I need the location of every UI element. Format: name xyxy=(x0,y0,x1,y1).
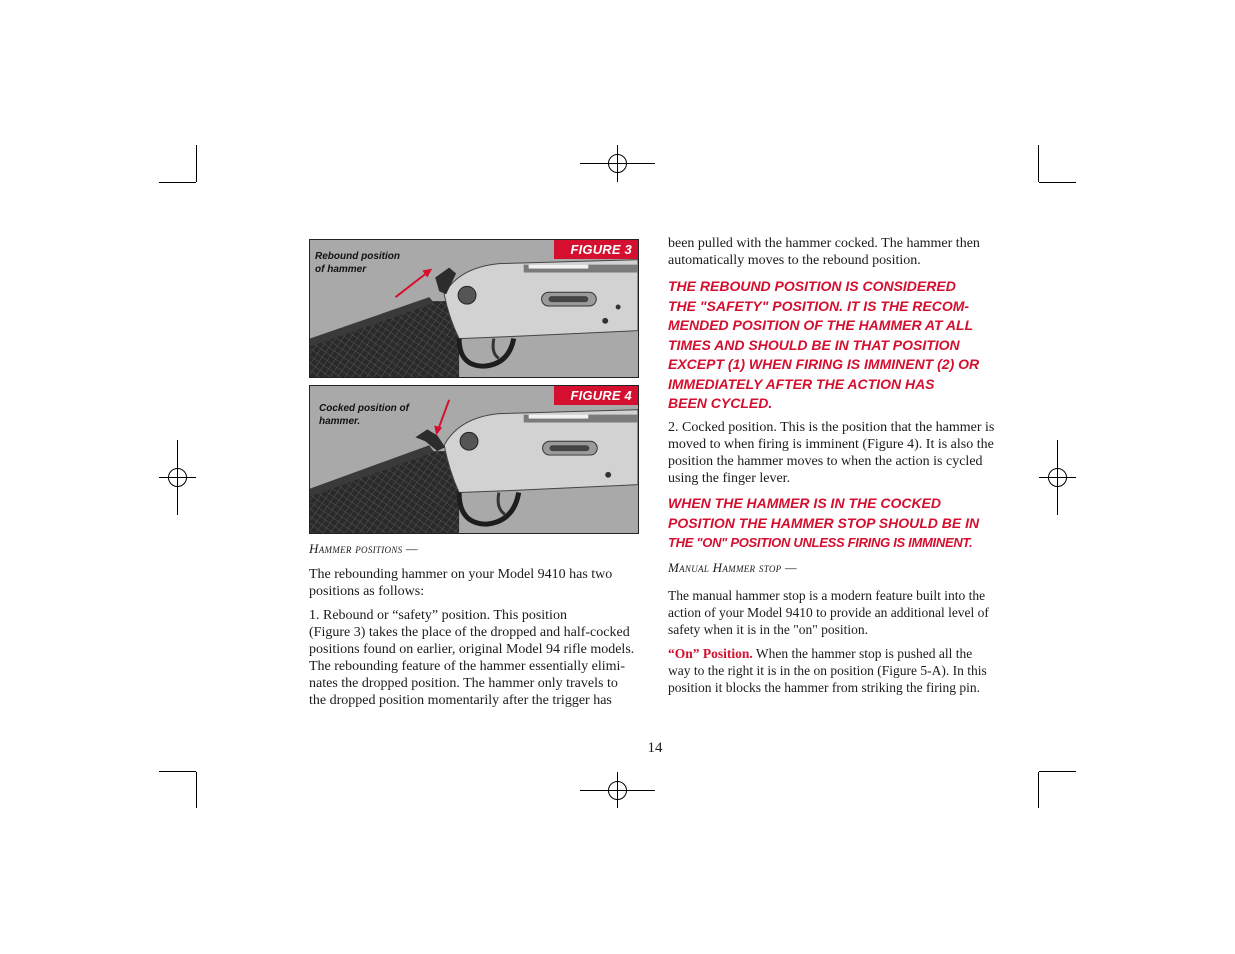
paragraph-line: positions found on earlier, original Model 94 rifle models. xyxy=(309,642,635,657)
figure-4-label: FIGURE 4 xyxy=(554,386,638,405)
figure-3-label: FIGURE 3 xyxy=(554,240,638,259)
intro-paragraph: The rebounding hammer on your Model 9410 has two positions as follows: xyxy=(309,567,613,599)
warning-line: THE REBOUND POSITION IS CONSIDERED xyxy=(668,278,956,294)
paragraph-line: The rebounding feature of the hammer essentially elimi- xyxy=(309,659,626,674)
warning-line: MENDED POSITION OF THE HAMMER AT ALL xyxy=(668,317,974,333)
figure-3-caption xyxy=(315,250,400,276)
hammer-positions-heading: Hammer positions — xyxy=(309,541,418,556)
figure-3-caption-line: of hammer xyxy=(315,264,367,275)
figure-3-caption-line: Rebound position xyxy=(315,251,400,262)
figure-4-caption-line: hammer. xyxy=(319,416,361,427)
manual-hammer-stop-heading: Manual Hammer stop — xyxy=(668,560,797,575)
cocked-position-paragraph: 2. Cocked position. This is the position that the hammer is moved to when firing is imminent (Figure 4). It is also the position the hammer moves to when the action is cycled using the finger lever. xyxy=(668,420,995,486)
rebound-position-paragraph xyxy=(309,607,649,709)
rebound-safety-warning xyxy=(668,277,1013,414)
cocked-hammer-warning xyxy=(668,494,1013,553)
on-position-paragraph xyxy=(668,645,998,696)
warning-line: THE "SAFETY" POSITION. IT IS THE RECOM- xyxy=(668,297,970,314)
warning-line: EXCEPT (1) WHEN FIRING IS IMMINENT (2) OR xyxy=(668,356,980,372)
on-position-label: “On” Position. xyxy=(668,646,753,661)
figure-4-caption xyxy=(319,402,409,428)
warning-line: THE "ON" POSITION UNLESS FIRING IS IMMINENT. xyxy=(668,535,973,550)
figure-3-photo xyxy=(309,239,639,378)
manual-hammer-stop-paragraph: The manual hammer stop is a modern feature built into the action of your Model 9410 to provide an additional level of safety when it is in the "on" position. xyxy=(668,588,989,637)
paragraph-line: the dropped position momentarily after the trigger has xyxy=(309,693,612,708)
warning-line: IMMEDIATELY AFTER THE ACTION HAS xyxy=(668,375,935,392)
paragraph-line: 1. Rebound or “safety” position. This position xyxy=(309,608,567,623)
page-number: 14 xyxy=(647,740,663,756)
figure-4-caption-line: Cocked position of xyxy=(319,403,409,414)
on-position-text: When the hammer stop is pushed all the way to the right it is in the on position (Figure 5-A). In this position it blocks the hammer from striking the firing pin. xyxy=(668,646,987,695)
figure-4-photo xyxy=(309,385,639,534)
paragraph-line: (Figure 3) takes the place of the dropped and half-cocked xyxy=(309,625,630,640)
paragraph-line: nates the dropped position. The hammer only travels to xyxy=(309,676,618,691)
continued-paragraph: been pulled with the hammer cocked. The hammer then automatically moves to the rebound position. xyxy=(668,236,980,268)
warning-line: POSITION THE HAMMER STOP SHOULD BE IN xyxy=(668,514,980,531)
warning-line: WHEN THE HAMMER IS IN THE COCKED xyxy=(668,495,941,511)
warning-line: TIMES AND SHOULD BE IN THAT POSITION xyxy=(668,336,960,353)
warning-line: BEEN CYCLED. xyxy=(668,395,773,411)
